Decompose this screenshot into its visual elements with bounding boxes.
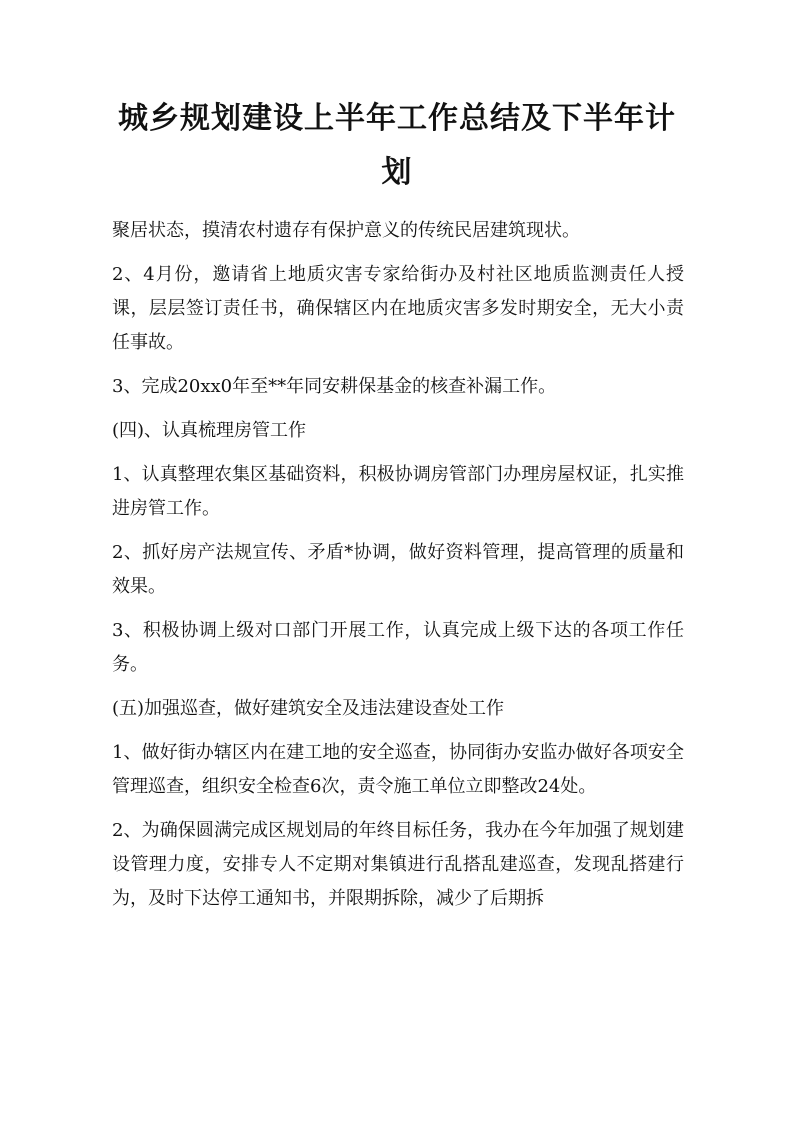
- section-heading: (五)加强巡查，做好建筑安全及违法建设查处工作: [112, 698, 505, 719]
- paragraph: 2、为确保圆满完成区规划局的年终目标任务，我办在今年加强了规划建设管理力度，安排专人不定期对集镇进行乱搭乱建巡查，发现乱搭建行为，及时下达停工通知书，并限期拆除，减少了后期拆: [112, 820, 684, 909]
- paragraph: 1、认真整理农集区基础资料，积极协调房管部门办理房屋权证，扎实推进房管工作。: [112, 464, 684, 519]
- paragraph: 2、4月份，邀请省上地质灾害专家给街办及村社区地质监测责任人授课，层层签订责任书，确保辖区内在地质灾害多发时期安全，无大小责任事故。: [112, 264, 684, 353]
- paragraph: 聚居状态，摸清农村遗存有保护意义的传统民居建筑现状。: [112, 220, 580, 241]
- document-body: [112, 214, 684, 926]
- paragraph: 3、完成20xx0年至**年同安耕保基金的核查补漏工作。: [112, 376, 557, 397]
- paragraph: 1、做好街办辖区内在建工地的安全巡查，协同街办安监办做好各项安全管理巡查，组织安全检查6次，责令施工单位立即整改24处。: [112, 742, 684, 797]
- paragraph: 2、抓好房产法规宣传、矛盾*协调，做好资料管理，提高管理的质量和效果。: [112, 542, 684, 597]
- document-title: 城乡规划建设上半年工作总结及下半年计划: [118, 101, 676, 190]
- section-heading: (四)、认真梳理房管工作: [112, 420, 307, 441]
- paragraph: 3、积极协调上级对口部门开展工作，认真完成上级下达的各项工作任务。: [112, 620, 684, 675]
